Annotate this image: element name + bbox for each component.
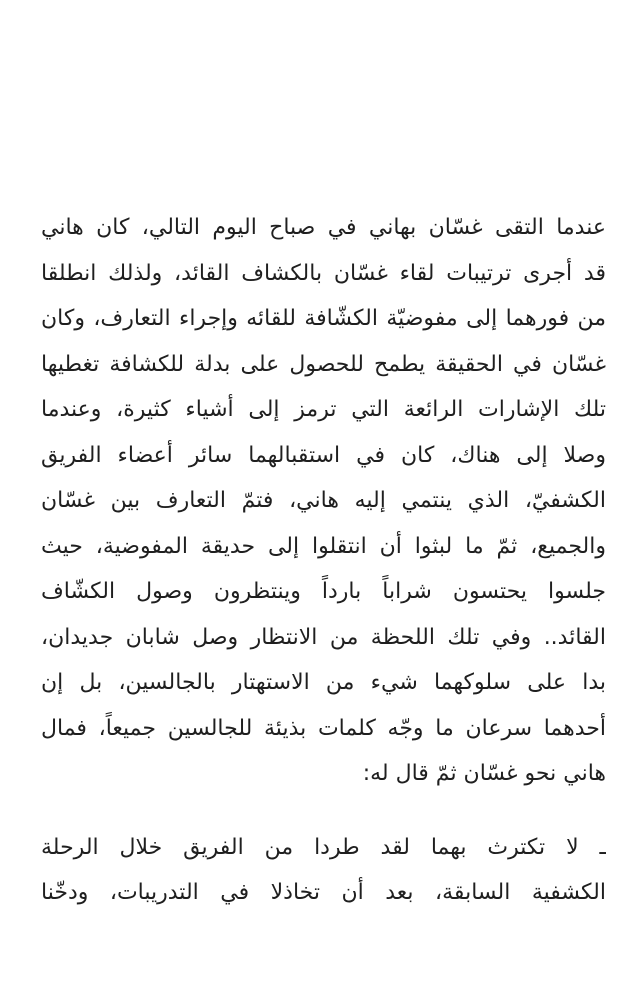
text-line: أحدهما سرعان ما وجّه كلمات بذيئة للجالسين جميعاً، فمال <box>41 715 606 741</box>
text-line: والجميع، ثمّ ما لبثوا أن انتقلوا إلى حديقة المفوضية، حيث <box>41 533 606 559</box>
text-line: الكشفيّ، الذي ينتمي إليه هاني، فتمّ التعارف بين غسّان <box>41 488 606 513</box>
text-line: القائد.. وفي تلك اللحظة من الانتظار وصل شابان جديدان، <box>41 624 606 650</box>
text-line: هاني نحو غسّان ثمّ قال له: <box>362 761 606 786</box>
paragraph-spacing <box>41 797 606 825</box>
text-line: من فورهما إلى مفوضيّة الكشّافة للقائه وإجراء التعارف، وكان <box>41 306 606 331</box>
text-line: جلسوا يحتسون شراباً بارداً وينتظرون وصول الكشّاف <box>41 579 606 604</box>
text-line: ـ لا تكترث بهما لقد طردا من الفريق خلال الرحلة <box>41 834 606 860</box>
text-line: الكشفية السابقة، بعد أن تخاذلا في التدريبات، ودخّنا <box>41 880 606 905</box>
body-text <box>41 205 606 916</box>
paragraph <box>41 825 606 916</box>
text-line: عندما التقى غسّان بهاني في صباح اليوم التالي، كان هاني <box>41 215 606 240</box>
text-line: غسّان في الحقيقة يطمح للحصول على بدلة للكشافة تغطيها <box>41 351 606 377</box>
text-line: وصلا إلى هناك، كان في استقبالهما سائر أعضاء الفريق <box>41 442 606 468</box>
paragraph <box>41 205 606 797</box>
text-line: تلك الإشارات الرائعة التي ترمز إلى أشياء كثيرة، وعندما <box>41 397 606 422</box>
text-line: بدا على سلوكهما شيء من الاستهتار بالجالسين، بل إن <box>41 670 606 695</box>
text-line: قد أجرى ترتيبات لقاء غسّان بالكشاف القائد، ولذلك انطلقا <box>41 260 606 286</box>
